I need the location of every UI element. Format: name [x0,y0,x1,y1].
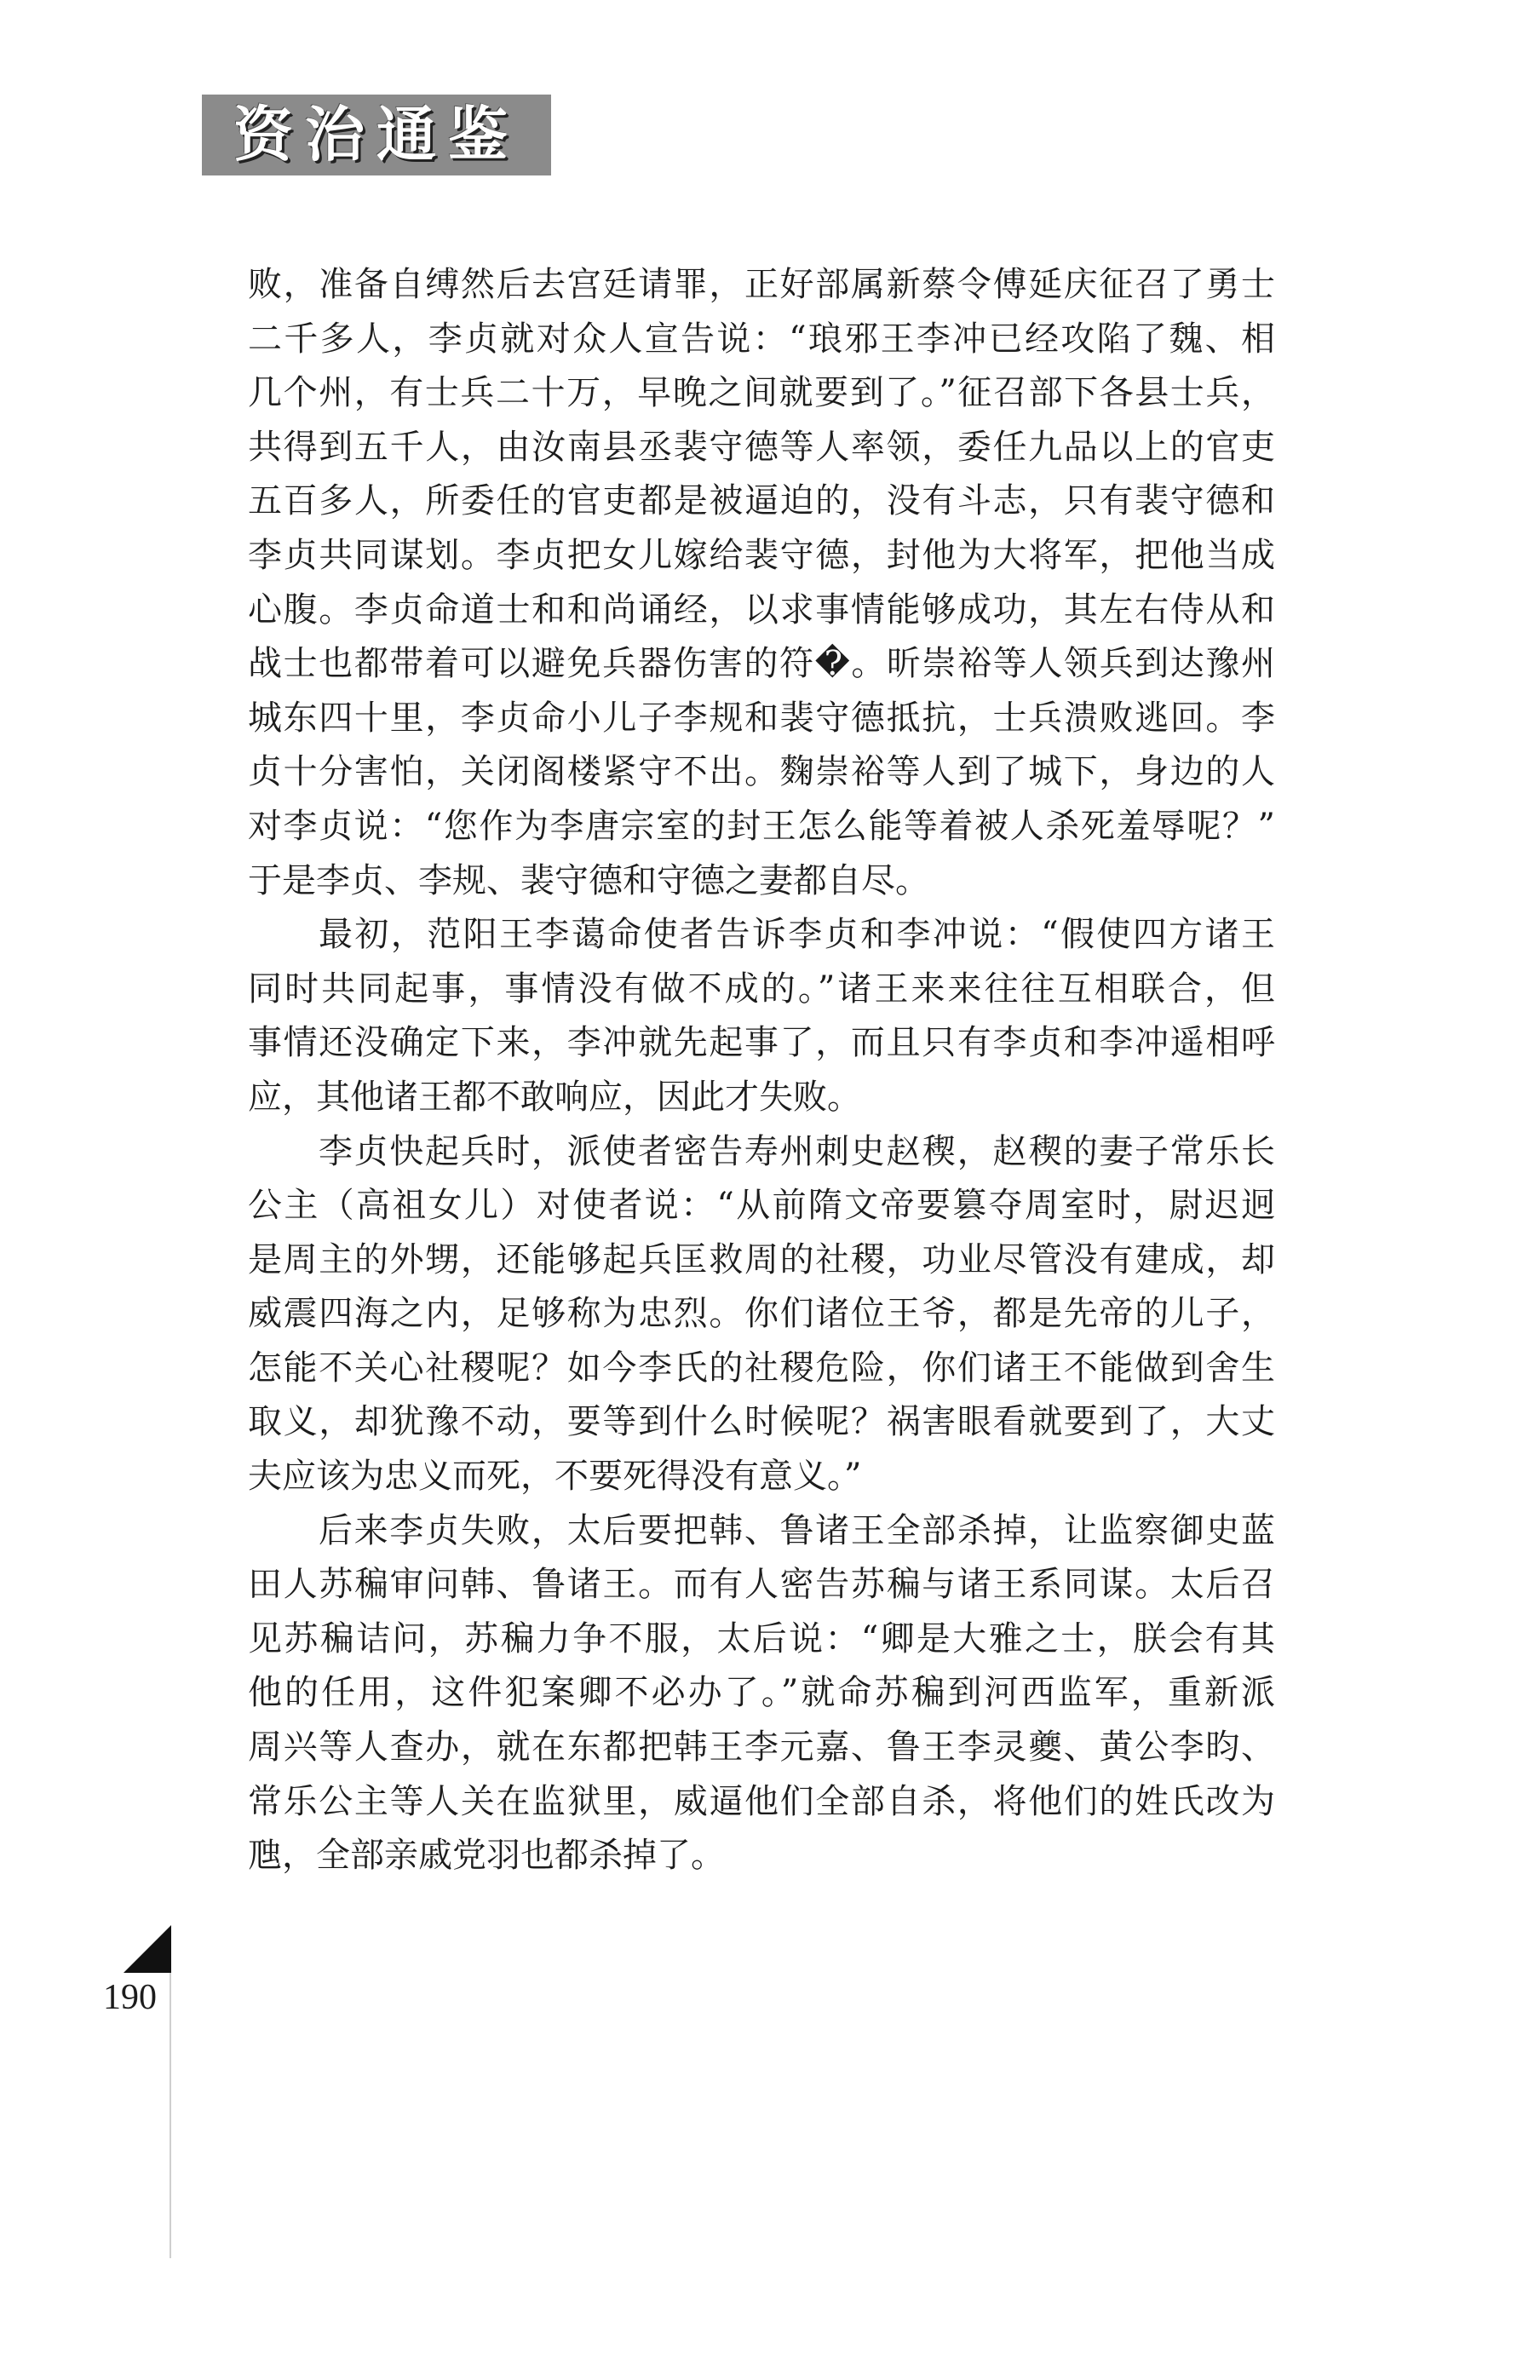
text-line: 是周主的外甥，还能够起兵匡救周的社稷，功业尽管没有建成，却 [248,1239,1275,1279]
text-line: 事情还没确定下来，李冲就先起事了，而且只有李贞和李冲遥相呼 [248,1023,1275,1063]
page-number: 190 [103,1978,157,2017]
text-line: 怎能不关心社稷呢？如今李氏的社稷危险，你们诸王不能做到舍生 [248,1348,1275,1388]
text-line: 常乐公主等人关在监狱里，威逼他们全部自杀，将他们的姓氏改为 [248,1781,1275,1821]
text-line: 见苏稨诘问，苏稨力争不服，太后说：“卿是大雅之士，朕会有其 [248,1618,1275,1659]
text-line: 后来李贞失败，太后要把韩、鲁诸王全部杀掉，让监察御史蓝 [319,1510,1275,1550]
paragraph [248,1504,1275,1883]
text-line: 心腹。李贞命道士和和尚诵经，以求事情能够成功，其左右侍从和 [248,589,1275,629]
text-line: 取义，却犹豫不动，要等到什么时候呢？祸害眼看就要到了，大丈 [248,1402,1275,1442]
text-line: 公主（高祖女儿）对使者说：“从前隋文帝要篡夺周室时，尉迟迥 [248,1186,1275,1226]
paragraph [248,908,1275,1124]
text-line: 虺，全部亲戚党羽也都杀掉了。 [248,1836,725,1876]
page-corner-triangle [124,1925,171,1973]
text-line: 二千多人，李贞就对众人宣告说：“琅邪王李冲已经攻陷了魏、相 [248,319,1275,359]
text-line: 对李贞说：“您作为李唐宗室的封王怎么能等着被人杀死羞辱呢？” [248,806,1275,846]
text-line: 共得到五千人，由汝南县丞裴守德等人率领，委任九品以上的官吏 [248,427,1275,467]
text-line: 夫应该为忠义而死，不要死得没有意义。” [248,1457,862,1497]
margin-rule [170,1973,171,2258]
text-line: 败，准备自缚然后去宫廷请罪，正好部属新蔡令傅延庆征召了勇士 [248,265,1275,304]
text-line: 贞十分害怕，关闭阁楼紧守不出。麴崇裕等人到了城下，身边的人 [248,752,1275,792]
text-line: 应，其他诸王都不敢响应，因此才失败。 [248,1077,861,1117]
body-text [248,258,1275,1883]
text-line: 于是李贞、李规、裴守德和守德之妻都自尽。 [248,860,929,900]
text-line: 周兴等人查办，就在东都把韩王李元嘉、鲁王李灵夔、黄公李昀、 [248,1728,1275,1768]
text-line: 最初，范阳王李蔼命使者告诉李贞和李冲说：“假使四方诸王 [319,915,1275,955]
text-line: 几个州，有士兵二十万，早晚之间就要到了。”征召部下各县士兵， [248,373,1275,413]
text-line: 同时共同起事，事情没有做不成的。”诸王来来往往互相联合，但 [248,969,1275,1009]
text-line: 他的任用，这件犯案卿不必办了。”就命苏稨到河西监军，重新派 [248,1673,1275,1713]
text-line: 威震四海之内，足够称为忠烈。你们诸位王爷，都是先帝的儿子， [248,1294,1275,1334]
text-line: 李贞快起兵时，派使者密告寿州刺史赵稧，赵稧的妻子常乐长 [319,1131,1275,1171]
text-line: 战士也都带着可以避免兵器伤害的符�。昕崇裕等人领兵到达豫州 [248,644,1275,684]
text-line: 城东四十里，李贞命小儿子李规和裴守德抵抗，士兵溃败逃回。李 [248,698,1275,738]
text-line: 田人苏稨审问韩、鲁诸王。而有人密告苏稨与诸王系同谋。太后召 [248,1565,1275,1605]
text-line: 五百多人，所委任的官吏都是被逼迫的，没有斗志，只有裴守德和 [248,481,1275,521]
paragraph [248,1125,1275,1504]
book-title: 资治通鉴 [233,100,520,170]
book-title-banner [202,95,551,175]
paragraph [248,258,1275,908]
text-line: 李贞共同谋划。李贞把女儿嫁给裴守德，封他为大将军，把他当成 [248,535,1275,575]
